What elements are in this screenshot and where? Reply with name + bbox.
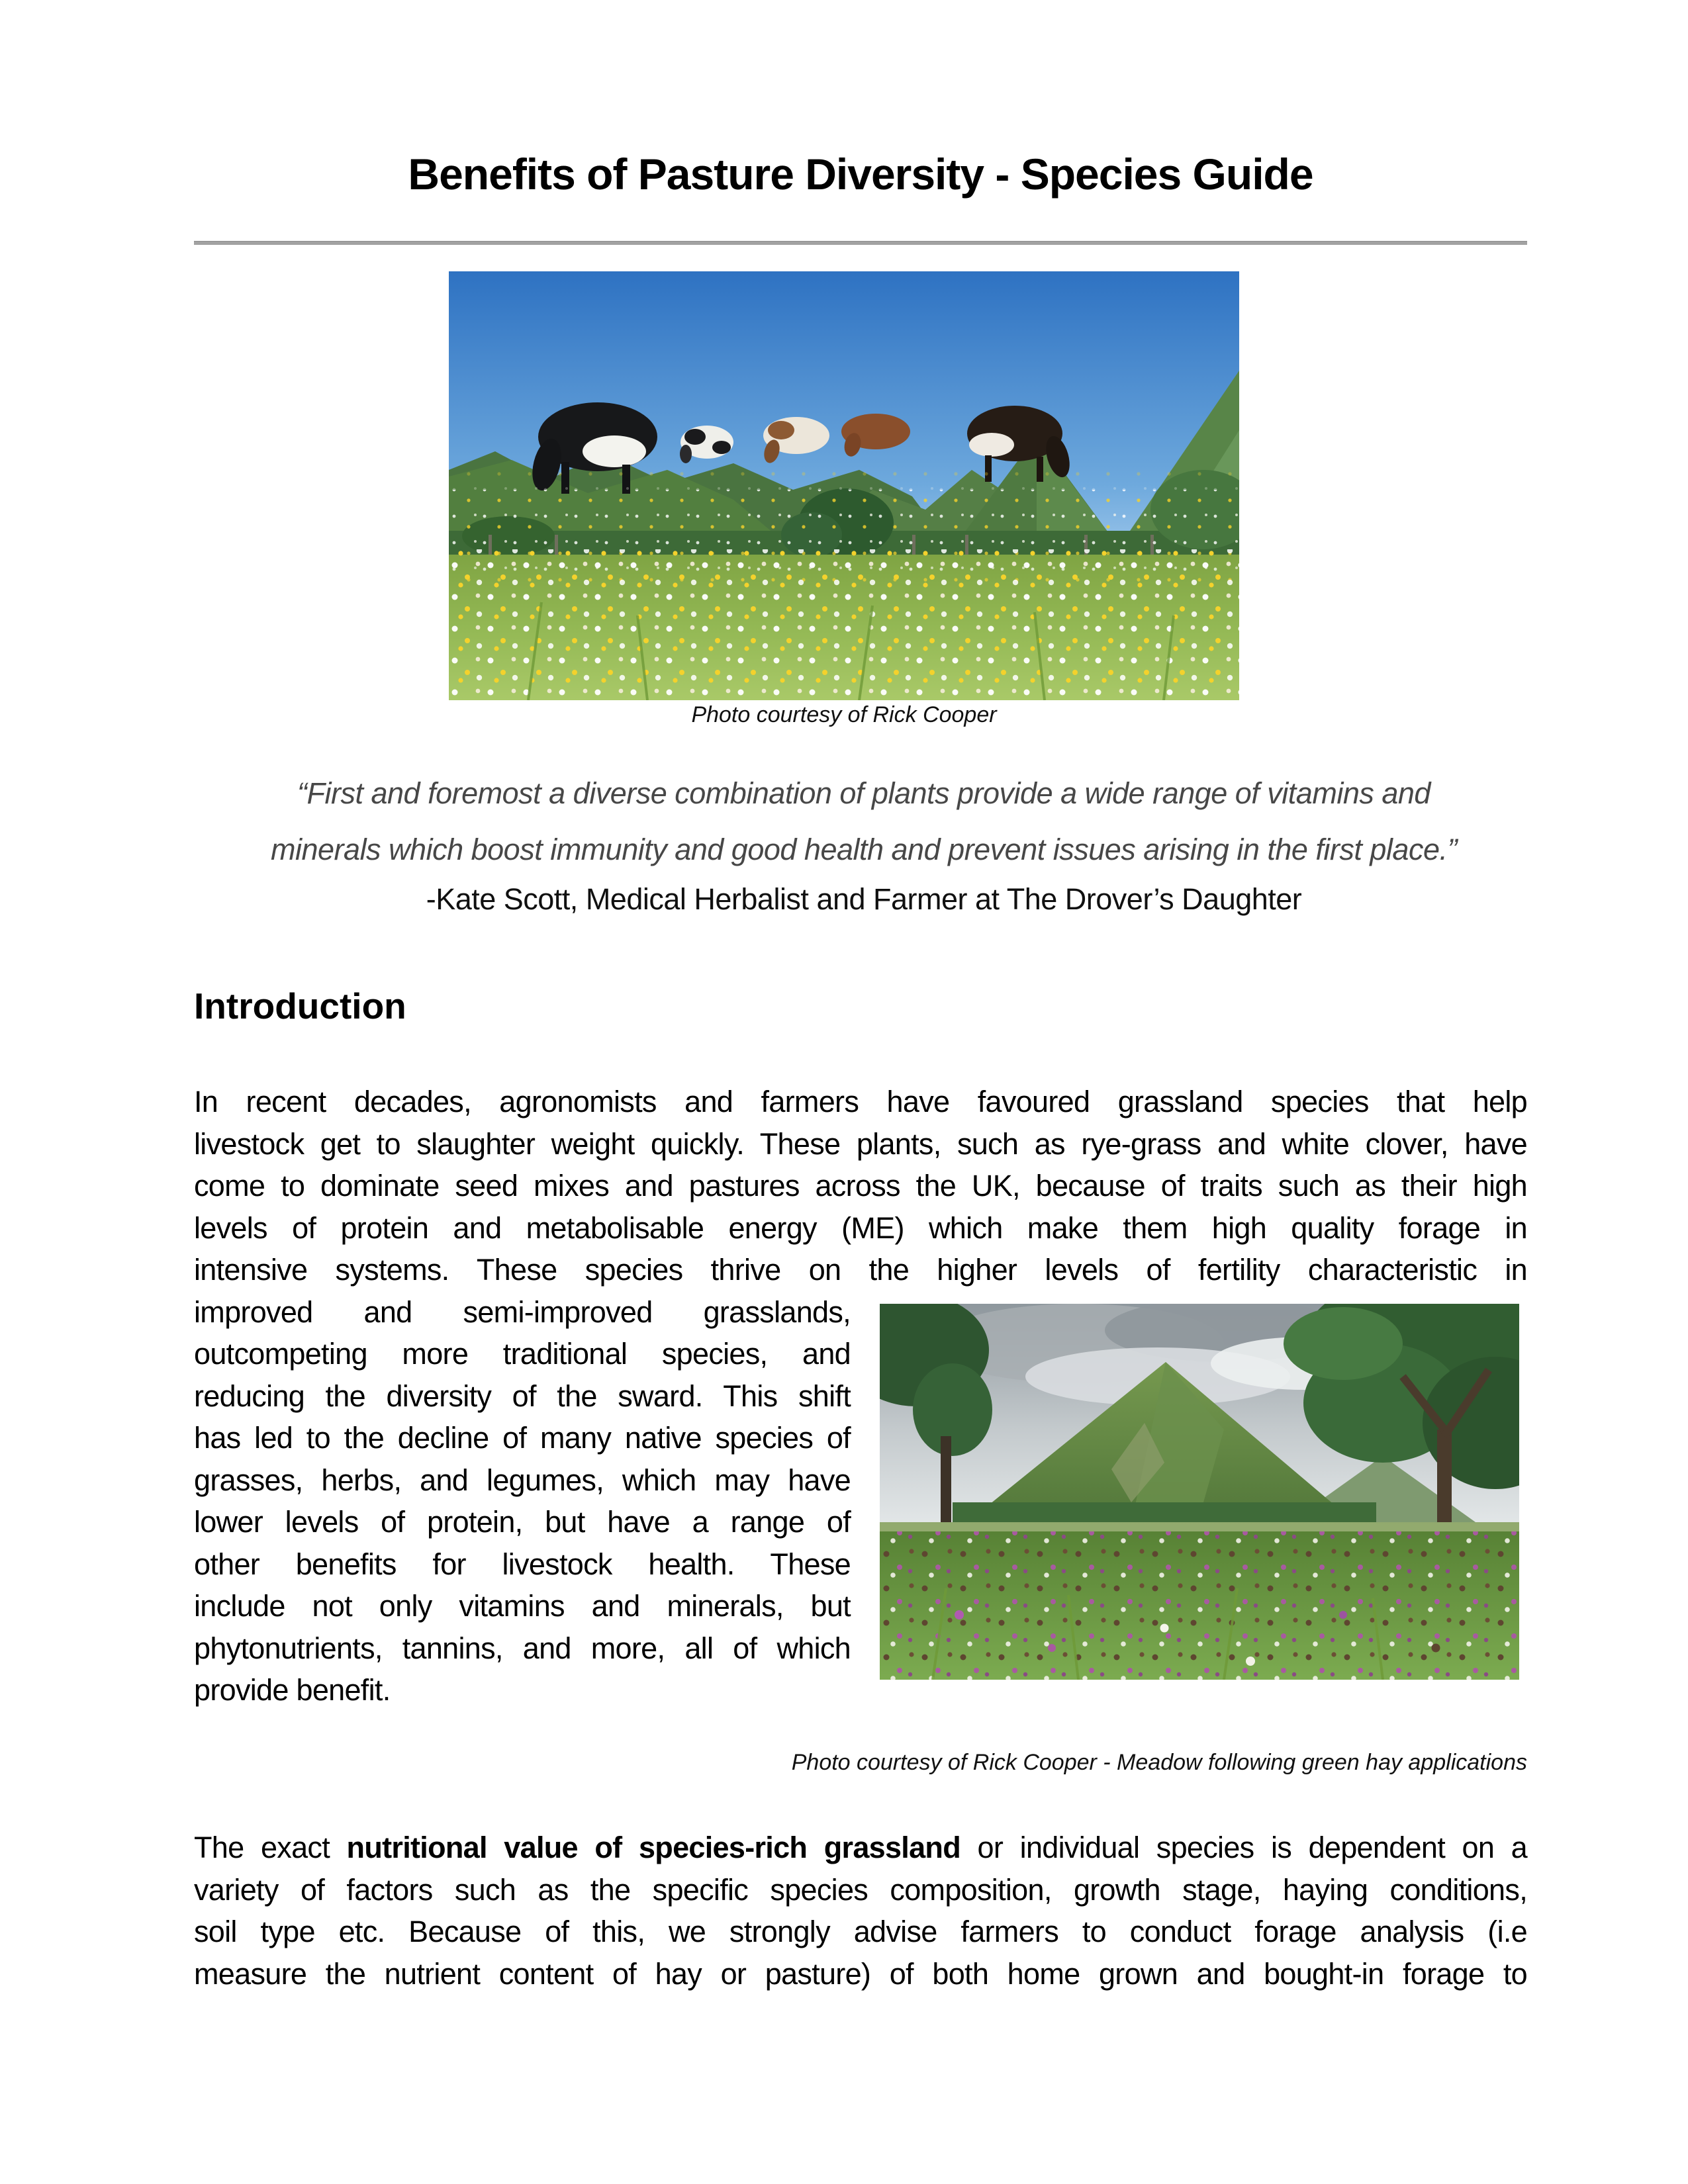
quote-line-2: minerals which boost immunity and good health and prevent issues arising in the first place.” bbox=[271, 833, 1457, 866]
intro-line: levels of protein and metabolisable energy (ME) which make them high quality forage in bbox=[194, 1210, 1527, 1245]
intro-line: In recent decades, agronomists and farmers have favoured grassland species that help bbox=[194, 1085, 1527, 1118]
intro-line: has led to the decline of many native species of bbox=[194, 1421, 851, 1455]
intro-line: livestock get to slaughter weight quickly. These plants, such as rye-grass and white clover, have bbox=[194, 1126, 1527, 1161]
photo2-caption: Photo courtesy of Rick Cooper - Meadow following green hay applications bbox=[791, 1750, 1527, 1775]
intro-line: intensive systems. These species thrive on the higher levels of fertility characteristic in bbox=[194, 1253, 1527, 1287]
photo1-caption: Photo courtesy of Rick Cooper bbox=[691, 702, 997, 727]
title-divider bbox=[194, 241, 1527, 245]
pasture-cows-illustration bbox=[449, 271, 1239, 700]
intro-line: outcompeting more traditional species, and bbox=[194, 1337, 851, 1371]
intro-line: come to dominate seed mixes and pastures across the UK, because of traits such as their high bbox=[194, 1169, 1527, 1203]
pull-quote bbox=[194, 765, 1534, 927]
intro-line: improved and semi-improved grasslands, bbox=[194, 1295, 851, 1329]
pasture-cows-photo bbox=[449, 271, 1239, 700]
introduction-heading: Introduction bbox=[194, 985, 406, 1026]
nutrition-bold-phrase: nutritional value of species-rich grassland bbox=[346, 1831, 961, 1864]
nutrition-line-1-post: or individual species is dependent on a bbox=[961, 1831, 1527, 1864]
quote-line-1: “First and foremost a diverse combination of plants provide a wide range of vitamins and bbox=[297, 776, 1430, 810]
intro-line: lower levels of protein, but have a range of bbox=[194, 1505, 851, 1539]
nutrition-line: soil type etc. Because of this, we strongly advise farmers to conduct forage analysis (i.e bbox=[194, 1915, 1527, 1948]
intro-line-last: provide benefit. bbox=[194, 1673, 391, 1707]
nutrition-line: measure the nutrient content of hay or pasture) of both home grown and bought-in forage to bbox=[194, 1956, 1527, 1991]
hay-meadow-illustration bbox=[880, 1304, 1519, 1680]
hay-meadow-photo bbox=[880, 1304, 1519, 1680]
page-title: Benefits of Pasture Diversity - Species Guide bbox=[408, 150, 1313, 199]
intro-line: other benefits for livestock health. These bbox=[194, 1547, 851, 1581]
intro-line: phytonutrients, tannins, and more, all of which bbox=[194, 1631, 851, 1665]
quote-attribution: -Kate Scott, Medical Herbalist and Farmer at The Drover’s Daughter bbox=[426, 882, 1302, 916]
intro-line: grasses, herbs, and legumes, which may have bbox=[194, 1463, 851, 1497]
nutrition-line-1-pre: The exact bbox=[194, 1831, 347, 1864]
intro-wrapped-column bbox=[194, 1291, 851, 1670]
nutrition-line: variety of factors such as the specific species composition, growth stage, haying conditions, bbox=[194, 1872, 1527, 1907]
nutrition-line-1 bbox=[194, 1827, 1527, 1869]
intro-line: include not only vitamins and minerals, but bbox=[194, 1589, 851, 1623]
nutrition-paragraph bbox=[194, 1827, 1527, 1995]
intro-line: reducing the diversity of the sward. This shift bbox=[194, 1379, 851, 1413]
